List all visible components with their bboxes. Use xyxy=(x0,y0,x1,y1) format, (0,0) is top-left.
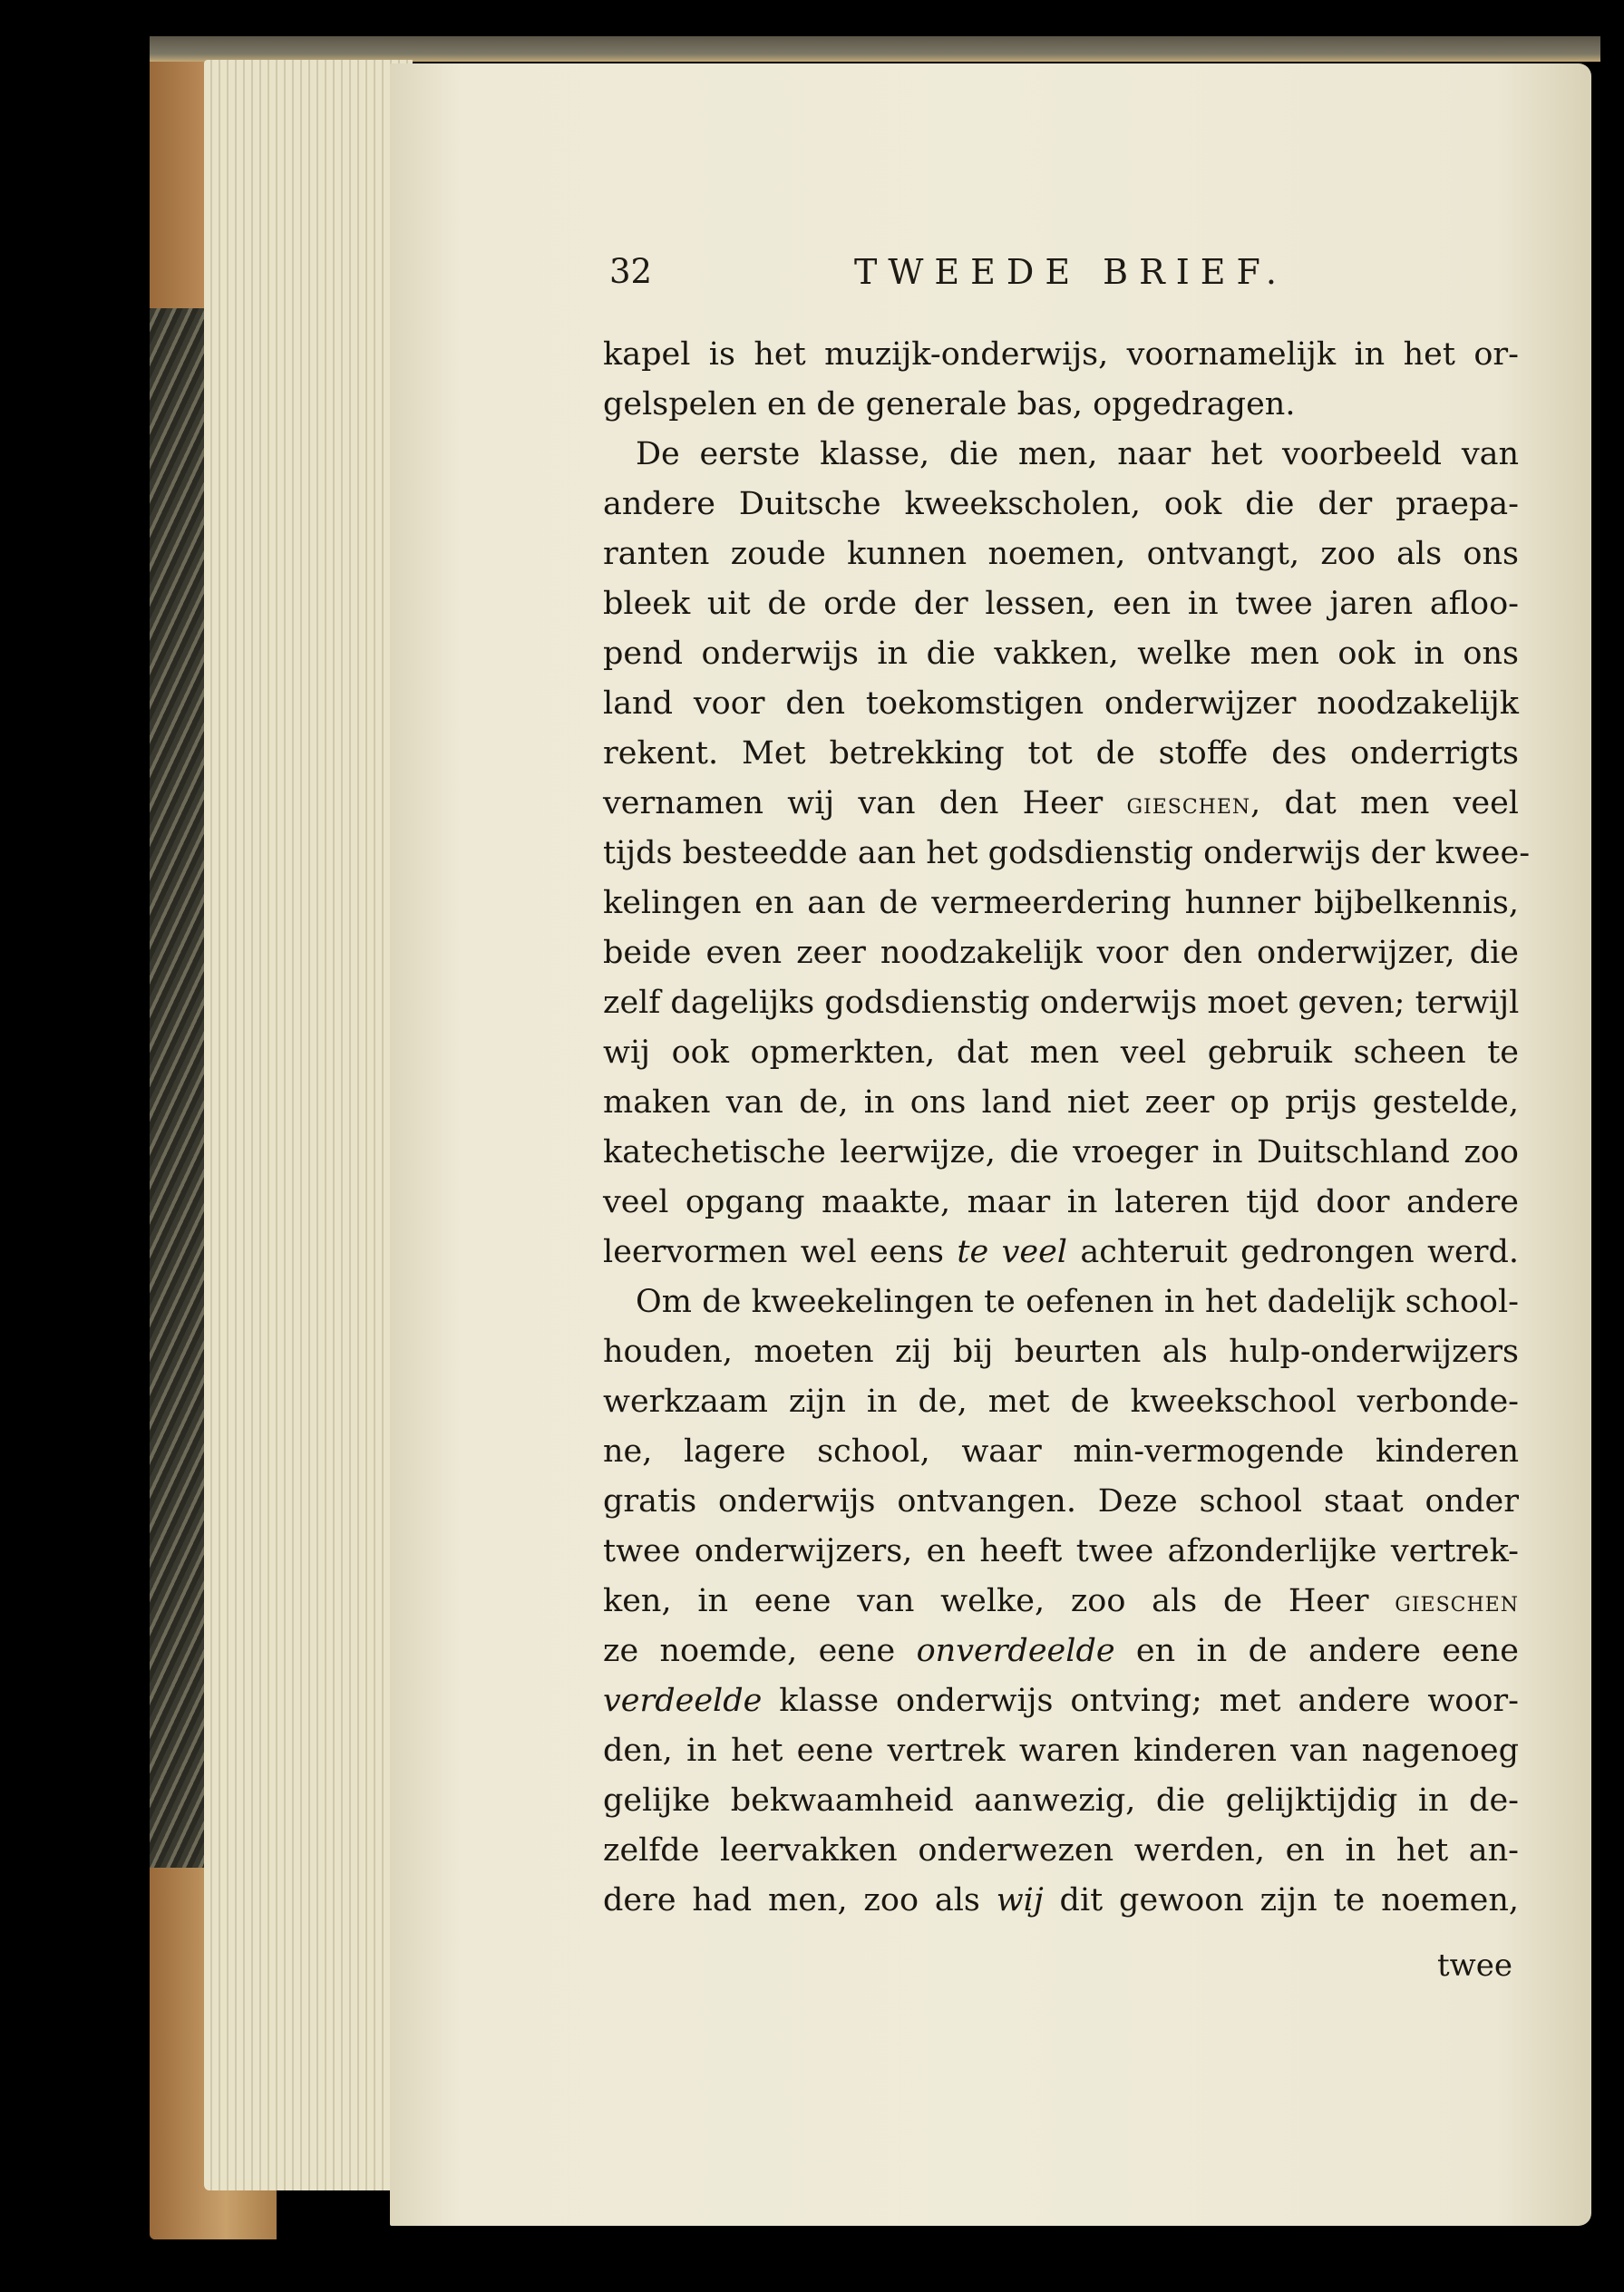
text-run: en in de andere eene xyxy=(1114,1633,1519,1669)
catchword: twee xyxy=(1437,1947,1513,1984)
text-line xyxy=(603,579,1519,629)
page-header xyxy=(609,247,1534,305)
text-run: Om de kweekelingen te oefenen in het dadelijk school- xyxy=(636,1284,1519,1320)
text-run: dit gewoon zijn te noemen, xyxy=(1043,1882,1519,1918)
italic-text: te veel xyxy=(957,1234,1067,1270)
text-run: gratis onderwijs ontvangen. Deze school staat onder xyxy=(603,1483,1519,1520)
small-caps-name: gieschen xyxy=(1126,788,1251,821)
text-run: vernamen wij van den Heer xyxy=(603,785,1127,821)
text-line xyxy=(603,330,1519,380)
text-run: ken, in eene van welke, zoo als de Heer xyxy=(603,1583,1395,1619)
text-run: beide even zeer noodzakelijk voor den onderwijzer, die xyxy=(603,935,1519,971)
text-line xyxy=(603,1826,1519,1876)
text-line xyxy=(603,879,1519,928)
text-run: twee onderwijzers, en heeft twee afzonderlijke vertrek- xyxy=(603,1533,1519,1569)
text-run: werkzaam zijn in de, met de kweekschool verbonde- xyxy=(603,1384,1519,1420)
text-line xyxy=(603,1228,1519,1277)
text-run: kapel is het muzijk-onderwijs, voornamelijk in het or- xyxy=(603,336,1519,373)
text-line xyxy=(603,430,1519,480)
text-run: zelfde leervakken onderwezen werden, en in het an- xyxy=(603,1832,1519,1869)
text-run: dere had men, zoo als xyxy=(603,1882,997,1918)
text-run: den, in het eene vertrek waren kinderen van nagenoeg xyxy=(603,1733,1519,1769)
page-stack-edges xyxy=(204,60,413,2190)
body-text xyxy=(603,330,1531,1926)
text-run: land voor den toekomstigen onderwijzer noodzakelijk xyxy=(603,685,1519,722)
text-run: ne, lagere school, waar min-vermogende kinderen xyxy=(603,1433,1519,1470)
text-run: klasse onderwijs ontving; met andere woor- xyxy=(762,1683,1519,1719)
text-run: zelf dagelijks godsdienstig onderwijs moet geven; terwijl xyxy=(603,985,1520,1021)
italic-text: onverdeelde xyxy=(916,1633,1115,1669)
text-line xyxy=(603,1726,1519,1776)
text-run: andere Duitsche kweekscholen, ook die der praepa- xyxy=(603,486,1519,522)
running-head: TWEEDE BRIEF. xyxy=(854,252,1288,292)
italic-text: verdeelde xyxy=(603,1683,763,1719)
text-run: achteruit gedrongen werd. xyxy=(1067,1234,1520,1270)
text-line xyxy=(603,1128,1519,1178)
text-run: pend onderwijs in die vakken, welke men ook in ons xyxy=(603,636,1519,672)
text-run: tijds besteedde aan het godsdienstig onderwijs der kwee- xyxy=(603,835,1531,871)
text-run: houden, moeten zij bij beurten als hulp-onderwijzers xyxy=(603,1334,1519,1370)
text-run: veel opgang maakte, maar in lateren tijd door andere xyxy=(603,1184,1519,1220)
text-line xyxy=(603,978,1519,1028)
text-line xyxy=(603,779,1519,829)
text-line xyxy=(603,480,1519,529)
text-run: maken van de, in ons land niet zeer op prijs gestelde, xyxy=(603,1084,1519,1121)
text-run: leervormen wel eens xyxy=(603,1234,958,1270)
text-line xyxy=(603,1676,1519,1726)
text-line xyxy=(603,529,1519,579)
text-line xyxy=(603,1477,1519,1527)
text-line xyxy=(603,380,1519,430)
text-line xyxy=(603,1327,1519,1377)
text-run: gelijke bekwaamheid aanwezig, die gelijktijdig in de- xyxy=(603,1782,1519,1819)
text-line xyxy=(603,1277,1519,1327)
text-run: bleek uit de orde der lessen, een in twee jaren afloo- xyxy=(603,586,1519,622)
text-run: rekent. Met betrekking tot de stoffe des onderrigts xyxy=(603,735,1519,772)
text-line xyxy=(603,1178,1519,1228)
text-line xyxy=(603,1876,1519,1926)
text-line xyxy=(603,1028,1519,1078)
text-line xyxy=(603,1577,1519,1627)
text-line xyxy=(603,1627,1519,1676)
text-line xyxy=(603,729,1519,779)
text-line xyxy=(603,1527,1519,1577)
text-run: ze noemde, eene xyxy=(603,1633,917,1669)
text-run: wij ook opmerkten, dat men veel gebruik scheen te xyxy=(603,1034,1519,1071)
small-caps-name: gieschen xyxy=(1395,1586,1519,1618)
text-line xyxy=(603,1427,1519,1477)
page-number: 32 xyxy=(609,252,653,291)
text-line xyxy=(603,829,1531,879)
text-run: De eerste klasse, die men, naar het voorbeeld van xyxy=(636,436,1519,472)
text-run: kelingen en aan de vermeerdering hunner bijbelkennis, xyxy=(603,885,1519,921)
text-run: katechetische leerwijze, die vroeger in Duitschland zoo xyxy=(603,1134,1519,1170)
text-run: ranten zoude kunnen noemen, ontvangt, zoo als ons xyxy=(603,536,1519,572)
text-run: gelspelen en de generale bas, opgedragen. xyxy=(603,386,1296,422)
text-line xyxy=(603,1377,1519,1427)
text-run: , dat men veel xyxy=(1250,785,1519,821)
text-line xyxy=(603,928,1519,978)
cover-top-edge xyxy=(150,36,1600,62)
text-line xyxy=(603,679,1519,729)
italic-text: wij xyxy=(996,1882,1044,1918)
text-line xyxy=(603,1078,1519,1128)
text-line xyxy=(603,629,1519,679)
text-line xyxy=(603,1776,1519,1826)
